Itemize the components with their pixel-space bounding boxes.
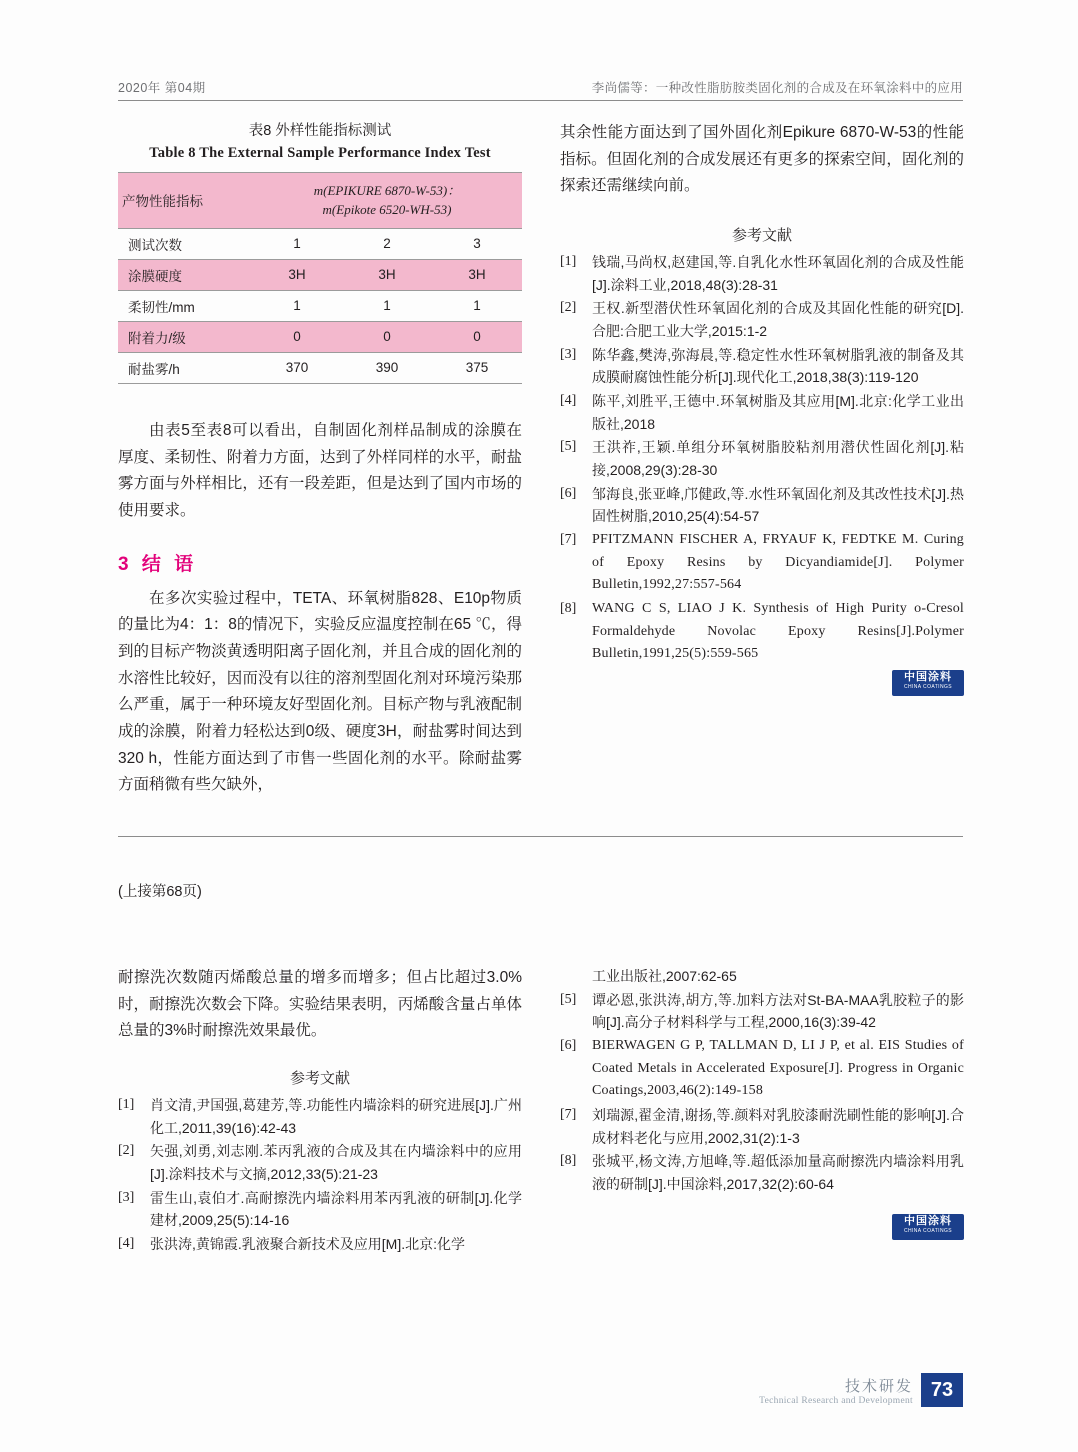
ref-number: [2]: [560, 300, 577, 316]
cell: 3H: [432, 259, 522, 290]
ref-number: [3]: [560, 346, 577, 362]
header-issue: 2020年 第04期: [118, 81, 206, 95]
running-header: [118, 78, 963, 100]
list-item: [118, 1140, 522, 1185]
ref-text: BIERWAGEN G P, TALLMAN D, LI J P, et al. EIS Studies of Coated Metals in Accelerated Exposure[J]. Progress in Organic Coatings,2003,46(2):149-158: [592, 1038, 964, 1099]
reference-list: [560, 251, 964, 666]
ref-number: [2]: [118, 1143, 135, 1159]
list-item: [560, 344, 964, 389]
ref-text: 矢强,刘勇,刘志刚.苯丙乳液的合成及其在内墙涂料中的应用[J].涂料技术与文摘,2012,33(5):21-23: [150, 1143, 522, 1182]
ref-number: [4]: [118, 1236, 135, 1251]
cell: 3H: [342, 259, 432, 290]
ref-text: 钱瑞,马尚权,赵建国,等.自乳化水性环氧固化剂的合成及性能[J].涂料工业,2018,48(3):28-31: [592, 253, 964, 293]
footer-en: Technical Research and Development: [759, 1395, 913, 1406]
ref-number: [8]: [560, 1153, 577, 1169]
ref-text: 肖文清,尹国强,葛建芳,等.功能性内墙涂料的研究进展[J].广州化工,2011,39(16):42-43: [150, 1096, 522, 1136]
right-column-bottom: [560, 965, 964, 1240]
ref-number: [1]: [118, 1096, 135, 1112]
ref-text: 陈华鑫,樊涛,弥海晨,等.稳定性水性环氧树脂乳液的制备及其成膜耐腐蚀性能分析[J].现代化工,2018,38(3):119-120: [592, 346, 964, 386]
cell: 2: [342, 228, 432, 259]
ref-text: PFITZMANN FISCHER A, FRYAUF K, FEDTKE M. Curing of Epoxy Resins by Dicyandiamide[J]. Polymer Bulletin,1992,27:557-564: [592, 532, 964, 593]
list-item: [560, 297, 964, 342]
paragraph-summary: 由表5至表8可以看出，自制固化剂样品制成的涂膜在厚度、柔韧性、附着力方面，达到了外样同样的水平，耐盐雾方面与外样相比，还有一段差距，但是达到了国内市场的使用要求。: [118, 421, 522, 519]
ref-text: 刘瑞源,翟金清,谢扬,等.颜料对乳胶漆耐洗刷性能的影响[J].合成材料老化与应用,2002,31(2):1-3: [592, 1107, 964, 1146]
cell: 1: [252, 228, 342, 259]
list-item: [118, 1094, 522, 1139]
references-heading: 参考文献: [731, 226, 792, 244]
ref-number: [5]: [560, 439, 577, 455]
ref-text: 邹海良,张亚峰,邝健政,等.水性环氧固化剂及其改性技术[J].热固性树脂,2010,25(4):54-57: [592, 485, 964, 525]
list-item: [560, 390, 964, 435]
list-item: [560, 1035, 964, 1103]
logo-wrap-bottom: [560, 1214, 964, 1240]
cell: 0: [432, 321, 522, 352]
ref-text: 张城平,杨文涛,方旭峰,等.超低添加量高耐擦洗内墙涂料用乳液的研制[J].中国涂料,2017,32(2):60-64: [592, 1153, 964, 1193]
list-item: [560, 989, 964, 1034]
ref-text: WANG C S, LIAO J K. Synthesis of High Purity o-Cresol Formaldehyde Novolac Epoxy Resins[J].Polymer Bulletin,1991,25(5):559-565: [592, 601, 964, 662]
reference-list-2-right: [560, 965, 964, 1196]
ref-text: 工业出版社,2007:62-65: [592, 968, 737, 984]
section-heading-conclusion: 3 结 语: [118, 553, 198, 575]
ref-text: 王洪祚,王颖.单组分环氧树脂胶粘剂用潜伏性固化剂[J].粘接,2008,29(3):28-30: [592, 439, 964, 479]
row-label: 测试次数: [118, 228, 252, 259]
table-caption: [118, 120, 522, 165]
references-heading-2: 参考文献: [289, 1069, 350, 1087]
ref-text: 陈平,刘胜平,王德中.环氧树脂及其应用[M].北京:化学工业出版社,2018: [592, 393, 964, 432]
formula-line-2: m(Epikote 6520-WH-53): [322, 202, 452, 218]
list-item: [560, 251, 964, 296]
cell: 390: [342, 352, 432, 383]
list-item: [560, 483, 964, 528]
china-coatings-logo-2: [892, 1214, 964, 1240]
logo-text-en: CHINA COATINGS: [903, 684, 952, 691]
table-row: [118, 290, 522, 321]
cell: 1: [432, 290, 522, 321]
formula-line-1: m(EPIKURE 6870-W-53)：: [313, 182, 461, 198]
paragraph-conclusion-cont: 其余性能方面达到了国外固化剂Epikure 6870-W-53的性能指标。但固化剂的合成发展还有更多的探索空间，固化剂的探索还需继续向前。: [560, 124, 964, 195]
cell: 1: [342, 290, 432, 321]
table-row: [118, 321, 522, 352]
continuation-note: (上接第68页): [118, 884, 202, 900]
cell: 3H: [252, 259, 342, 290]
table-header-row: [118, 172, 522, 228]
ref-number: [1]: [560, 253, 577, 269]
china-coatings-logo: [892, 670, 964, 696]
ref-number: [3]: [118, 1189, 135, 1205]
list-item: [118, 1187, 522, 1232]
cell: 0: [252, 321, 342, 352]
list-item: [118, 1233, 522, 1256]
performance-table: [118, 172, 522, 384]
row-label: 涂膜硬度: [118, 259, 252, 290]
list-item: [560, 1104, 964, 1149]
logo-wrap-top: [560, 670, 964, 696]
list-item: [560, 598, 964, 666]
cell: 1: [252, 290, 342, 321]
ref-number: [560, 965, 592, 988]
logo-text-cn: 中国涂料: [904, 1214, 952, 1227]
ref-number: [5]: [560, 991, 577, 1007]
article-divider: [118, 836, 963, 837]
paragraph-article2: 耐擦洗次数随丙烯酸总量的增多而增多；但占比超过3.0%时，耐擦洗次数会下降。实验结果表明，丙烯酸含量占单体总量的3%时耐擦洗效果最优。: [118, 969, 522, 1040]
cell: 375: [432, 352, 522, 383]
header-article-title: 李尚儒等：一种改性脂肪胺类固化剂的合成及在环氧涂料中的应用: [591, 81, 963, 95]
table-caption-cn: 表8 外样性能指标测试: [248, 123, 392, 139]
row-label: 附着力/级: [118, 321, 252, 352]
page-footer: [759, 1373, 963, 1407]
cell: 0: [342, 321, 432, 352]
table-row: [118, 352, 522, 383]
ref-text: 王权.新型潜伏性环氧固化剂的合成及其固化性能的研究[D].合肥:合肥工业大学,2015:1-2: [592, 300, 964, 339]
header-divider: [118, 100, 963, 101]
ref-number: [8]: [560, 601, 577, 617]
list-item: [560, 965, 964, 988]
cell: 370: [252, 352, 342, 383]
ref-text: 张洪涛,黄锦霞.乳液聚合新技术及应用[M].北京:化学: [150, 1236, 465, 1252]
table-caption-en: Table 8 The External Sample Performance Index Test: [149, 145, 491, 162]
ref-number: [7]: [560, 532, 577, 548]
ref-number: [7]: [560, 1107, 577, 1123]
row-label: 耐盐雾/h: [118, 352, 252, 383]
list-item: [560, 436, 964, 481]
ref-number: [6]: [560, 1038, 577, 1054]
table-header-label: 产物性能指标: [118, 172, 252, 228]
left-column-bottom: [118, 965, 522, 1257]
logo-text-en: CHINA COATINGS: [903, 1227, 952, 1234]
reference-list-2-left: [118, 1094, 522, 1256]
table-header-formula: [252, 172, 522, 228]
footer-cn: 技术研发: [844, 1377, 913, 1395]
ref-number: [4]: [560, 393, 577, 408]
list-item: [560, 1150, 964, 1195]
page-number: 73: [921, 1373, 963, 1407]
row-label: 柔韧性/mm: [118, 290, 252, 321]
list-item: [560, 529, 964, 597]
ref-number: [6]: [560, 485, 577, 501]
cell: 3: [432, 228, 522, 259]
footer-section-name: [759, 1375, 913, 1406]
right-column-top: [560, 120, 964, 696]
ref-text: 雷生山,袁伯才.高耐擦洗内墙涂料用苯丙乳液的研制[J].化学建材,2009,25(5):14-16: [150, 1189, 522, 1229]
paragraph-conclusion: 在多次实验过程中，TETA、环氧树脂828、E10p物质的量比为4：1：8的情况下，实验反应温度控制在65 ℃，得到的目标产物淡黄透明阳离子固化剂，并且合成的固化剂的水溶性比较好，因而没有以往的溶剂型固化剂对环境污染那么严重，属于一种环境友好型固化剂。目标产物与乳液配制成的涂膜，附着力轻松达到0级、硬度3H，耐盐雾时间达到320 h，性能方面达到了市售一些固化剂的水平。除耐盐雾方面稍微有些欠缺外，: [118, 589, 522, 794]
table-row: [118, 228, 522, 259]
left-column-top: [118, 120, 522, 799]
ref-text: 谭必恩,张洪涛,胡方,等.加料方法对St-BA-MAA乳胶粒子的影响[J].高分子材料科学与工程,2000,16(3):39-42: [592, 991, 964, 1031]
table-row: [118, 259, 522, 290]
logo-text-cn: 中国涂料: [904, 671, 952, 684]
